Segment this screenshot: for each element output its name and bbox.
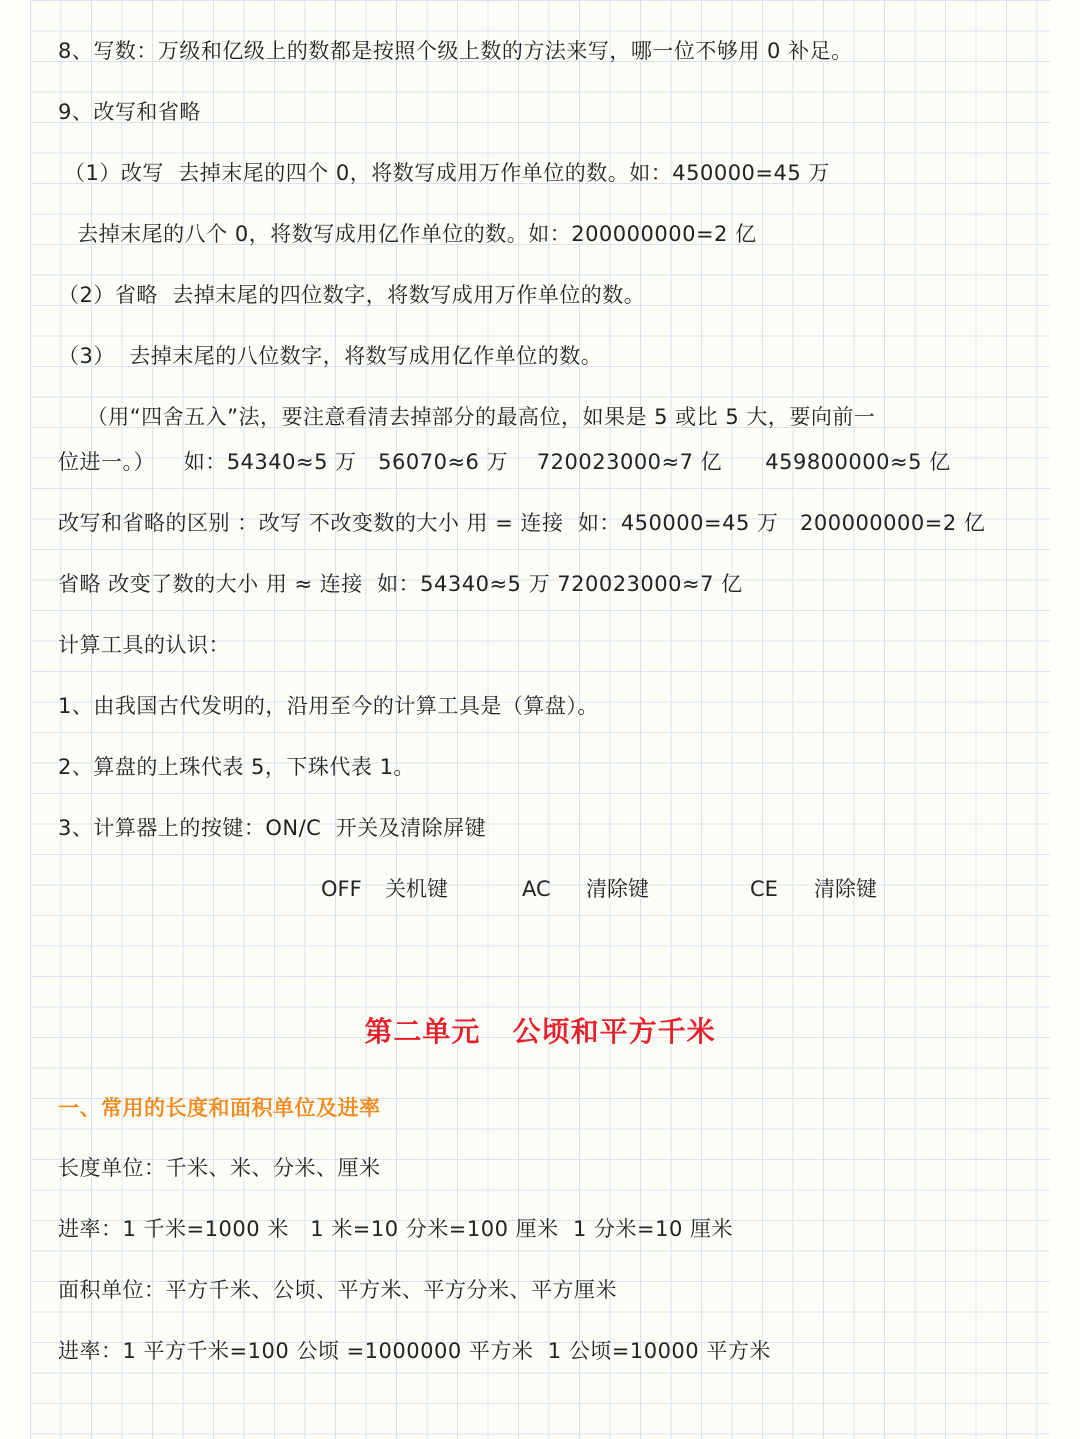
text-line-area-rates: 进率：1 平方千米=100 公顷 =1000000 平方米 1 公顷=10000 平方米 [58,1339,771,1363]
text-line-difference-rewrite: 改写和省略的区别 ：改写 不改变数的大小 用 = 连接 如：450000=45 万 200000000=2 亿 [58,511,986,535]
section-title: 一、常用的长度和面积单位及进率 [58,1096,381,1120]
text-line-omit-yi: （3） 去掉末尾的八位数字，将数写成用亿作单位的数。 [58,344,603,368]
key-off-label: 关机键 [385,877,448,901]
text-line-length-rates: 进率：1 千米=1000 米 1 米=10 分米=100 厘米 1 分米=10 厘米 [58,1217,734,1241]
text-line-rounding-examples: 位进一。） 如：54340≈5 万 56070≈6 万 720023000≈7 亿 459800000≈5 亿 [58,450,951,474]
text-line-calculation-tools: 计算工具的认识： [58,633,230,657]
text-line-rounding-rule: （用“四舍五入”法，要注意看清去掉部分的最高位，如果是 5 或比 5 大，要向前一 [58,405,876,429]
text-line-rewrite-wan: （1）改写 去掉末尾的四个 0，将数写成用万作单位的数。如：450000=45 万 [64,161,830,185]
text-line-length-units: 长度单位：千米、米、分米、厘米 [58,1156,381,1180]
key-ce-label: 清除键 [814,877,877,901]
key-ac-label: 清除键 [586,877,649,901]
right-margin [1050,0,1080,1439]
left-margin [0,0,30,1439]
text-line-omit-wan: （2）省略 去掉末尾的四位数字，将数写成用万作单位的数。 [58,283,646,307]
text-line-abacus-beads: 2、算盘的上珠代表 5，下珠代表 1。 [58,755,415,779]
text-line-rewrite-omit-title: 9、改写和省略 [58,100,201,124]
text-line-difference-omit: 省略 改变了数的大小 用 ≈ 连接 如：54340≈5 万 720023000≈7 亿 [58,572,743,596]
text-line-area-units: 面积单位：平方千米、公顷、平方米、平方分米、平方厘米 [58,1278,617,1302]
key-ce: CE [750,877,778,901]
key-off: OFF [321,877,362,901]
text-line-rewrite-yi: 去掉末尾的八个 0，将数写成用亿作单位的数。如：200000000=2 亿 [70,222,757,246]
text-line-abacus-origin: 1、由我国古代发明的，沿用至今的计算工具是（算盘）。 [58,694,599,718]
text-line-writing-numbers: 8、写数：万级和亿级上的数都是按照个级上数的方法来写，哪一位不够用 0 补足。 [58,39,853,63]
key-ac: AC [522,877,551,901]
unit-title: 第二单元 公顷和平方千米 [364,1015,716,1048]
text-line-calculator-keys: 3、计算器上的按键：ON/C 开关及清除屏键 [58,816,487,840]
